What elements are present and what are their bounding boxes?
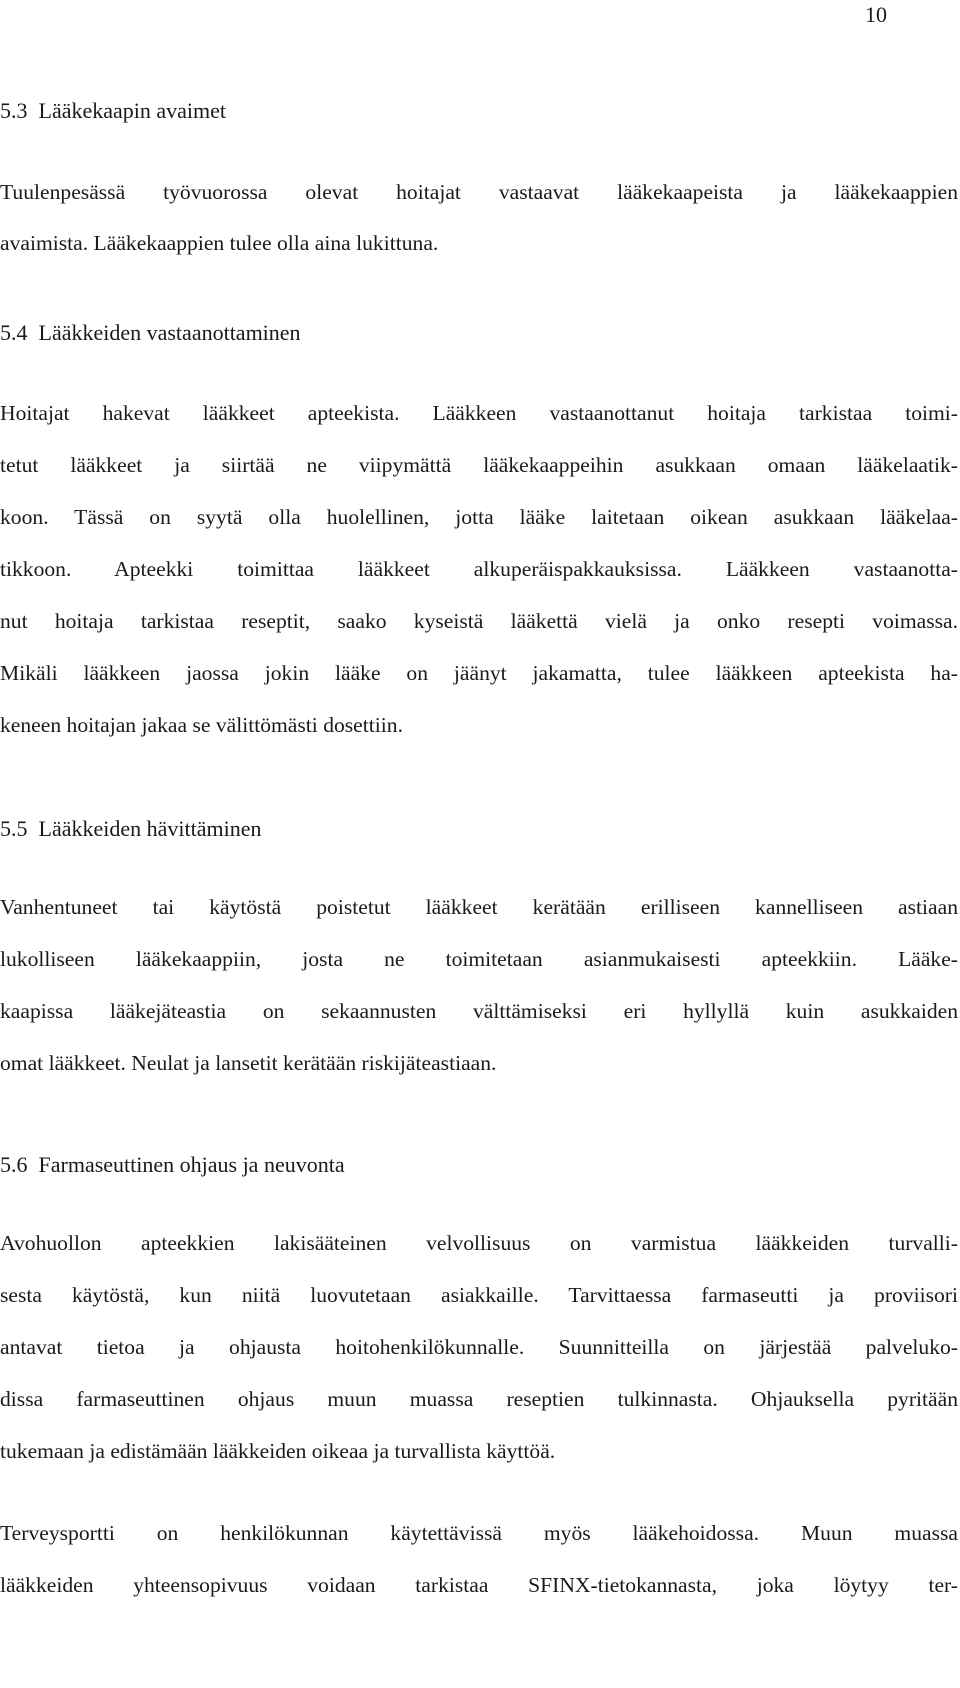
paragraph-line: Terveysportti on henkilökunnan käytettävissä myös lääkehoidossa. Muun muassa bbox=[0, 1521, 958, 1545]
paragraph-line: lääkkeiden yhteensopivuus voidaan tarkistaa SFINX-tietokannasta, joka löytyy ter- bbox=[0, 1573, 958, 1597]
section-heading-5-6: 5.6 Farmaseuttinen ohjaus ja neuvonta bbox=[0, 1152, 345, 1177]
paragraph-line: tukemaan ja edistämään lääkkeiden oikeaa ja turvallista käyttöä. bbox=[0, 1439, 556, 1463]
paragraph-line: tetut lääkkeet ja siirtää ne viipymättä lääkekaappeihin asukkaan omaan lääkelaatik- bbox=[0, 453, 958, 477]
paragraph-line: dissa farmaseuttinen ohjaus muun muassa reseptien tulkinnasta. Ohjauksella pyritään bbox=[0, 1387, 958, 1411]
paragraph-line: Tuulenpesässä työvuorossa olevat hoitajat vastaavat lääkekaapeista ja lääkekaappien bbox=[0, 180, 958, 204]
paragraph-line: koon. Tässä on syytä olla huolellinen, jotta lääke laitetaan oikean asukkaan lääkelaa- bbox=[0, 505, 958, 529]
paragraph-line: kaapissa lääkejäteastia on sekaannusten välttämiseksi eri hyllyllä kuin asukkaiden bbox=[0, 999, 958, 1023]
section-heading-5-4: 5.4 Lääkkeiden vastaanottaminen bbox=[0, 320, 301, 345]
section-heading-5-5: 5.5 Lääkkeiden hävittäminen bbox=[0, 816, 262, 841]
paragraph-line: antavat tietoa ja ohjausta hoitohenkilökunnalle. Suunnitteilla on järjestää palveluko- bbox=[0, 1335, 958, 1359]
paragraph-line: sesta käytöstä, kun niitä luovutetaan asiakkaille. Tarvittaessa farmaseutti ja proviisori bbox=[0, 1283, 958, 1307]
paragraph-line: Mikäli lääkkeen jaossa jokin lääke on jäänyt jakamatta, tulee lääkkeen apteekista ha- bbox=[0, 661, 958, 685]
paragraph-line: Hoitajat hakevat lääkkeet apteekista. Lääkkeen vastaanottanut hoitaja tarkistaa toimi- bbox=[0, 401, 958, 425]
page-number: 10 bbox=[865, 2, 887, 27]
paragraph-line: avaimista. Lääkekaappien tulee olla aina lukittuna. bbox=[0, 231, 439, 255]
paragraph-line: lukolliseen lääkekaappiin, josta ne toimitetaan asianmukaisesti apteekkiin. Lääke- bbox=[0, 947, 958, 971]
paragraph-line: omat lääkkeet. Neulat ja lansetit kerätään riskijäteastiaan. bbox=[0, 1051, 497, 1075]
paragraph-line: Vanhentuneet tai käytöstä poistetut lääkkeet kerätään erilliseen kannelliseen astiaan bbox=[0, 895, 958, 919]
section-heading-5-3: 5.3 Lääkekaapin avaimet bbox=[0, 98, 227, 123]
paragraph-line: Avohuollon apteekkien lakisääteinen velvollisuus on varmistua lääkkeiden turvalli- bbox=[0, 1231, 958, 1255]
paragraph-line: tikkoon. Apteekki toimittaa lääkkeet alkuperäispakkauksissa. Lääkkeen vastaanotta- bbox=[0, 557, 958, 581]
paragraph-line: keneen hoitajan jakaa se välittömästi dosettiin. bbox=[0, 713, 403, 737]
paragraph-line: nut hoitaja tarkistaa reseptit, saako kyseistä lääkettä vielä ja onko resepti voimassa. bbox=[0, 609, 958, 633]
